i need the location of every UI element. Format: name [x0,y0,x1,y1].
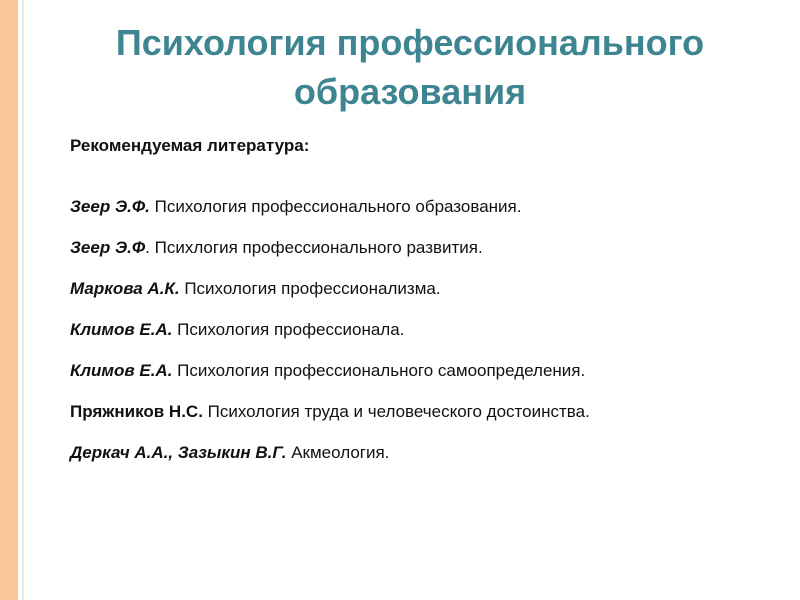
reference-title: Психология профессионала. [172,320,405,339]
reference-list [70,197,590,484]
reference-title: Психология труда и человеческого достоинства. [202,402,590,421]
reference-author: Деркач А.А., Зазыкин В.Г. [70,443,287,462]
reference-item [70,443,590,484]
reference-item [70,402,590,443]
reference-title: . Психлогия профессионального развития. [145,238,483,257]
reference-item [70,361,590,402]
reference-author: Зеер Э.Ф [70,238,146,257]
reference-author: Маркова А.К. [70,279,180,298]
reference-item [70,320,590,361]
reference-author: Пряжников Н.С. [70,402,203,421]
title-line-2: образования [293,71,527,112]
reference-item [70,279,590,320]
reference-item [70,238,590,279]
side-divider-line [22,0,24,600]
side-accent-bar [0,0,18,600]
literature-heading: Рекомендуемая литература: [70,136,310,155]
reference-item [70,197,590,238]
reference-title: Психология профессионализма. [179,279,441,298]
slide-title [40,18,780,116]
title-line-1: Психология профессионального [115,22,705,63]
reference-title: Психология профессионального образования. [149,197,522,216]
reference-title: Психология профессионального самоопределения. [172,361,586,380]
reference-author: Климов Е.А. [70,320,173,339]
reference-author: Климов Е.А. [70,361,173,380]
reference-author: Зеер Э.Ф. [70,197,150,216]
reference-title: Акмеология. [286,443,390,462]
